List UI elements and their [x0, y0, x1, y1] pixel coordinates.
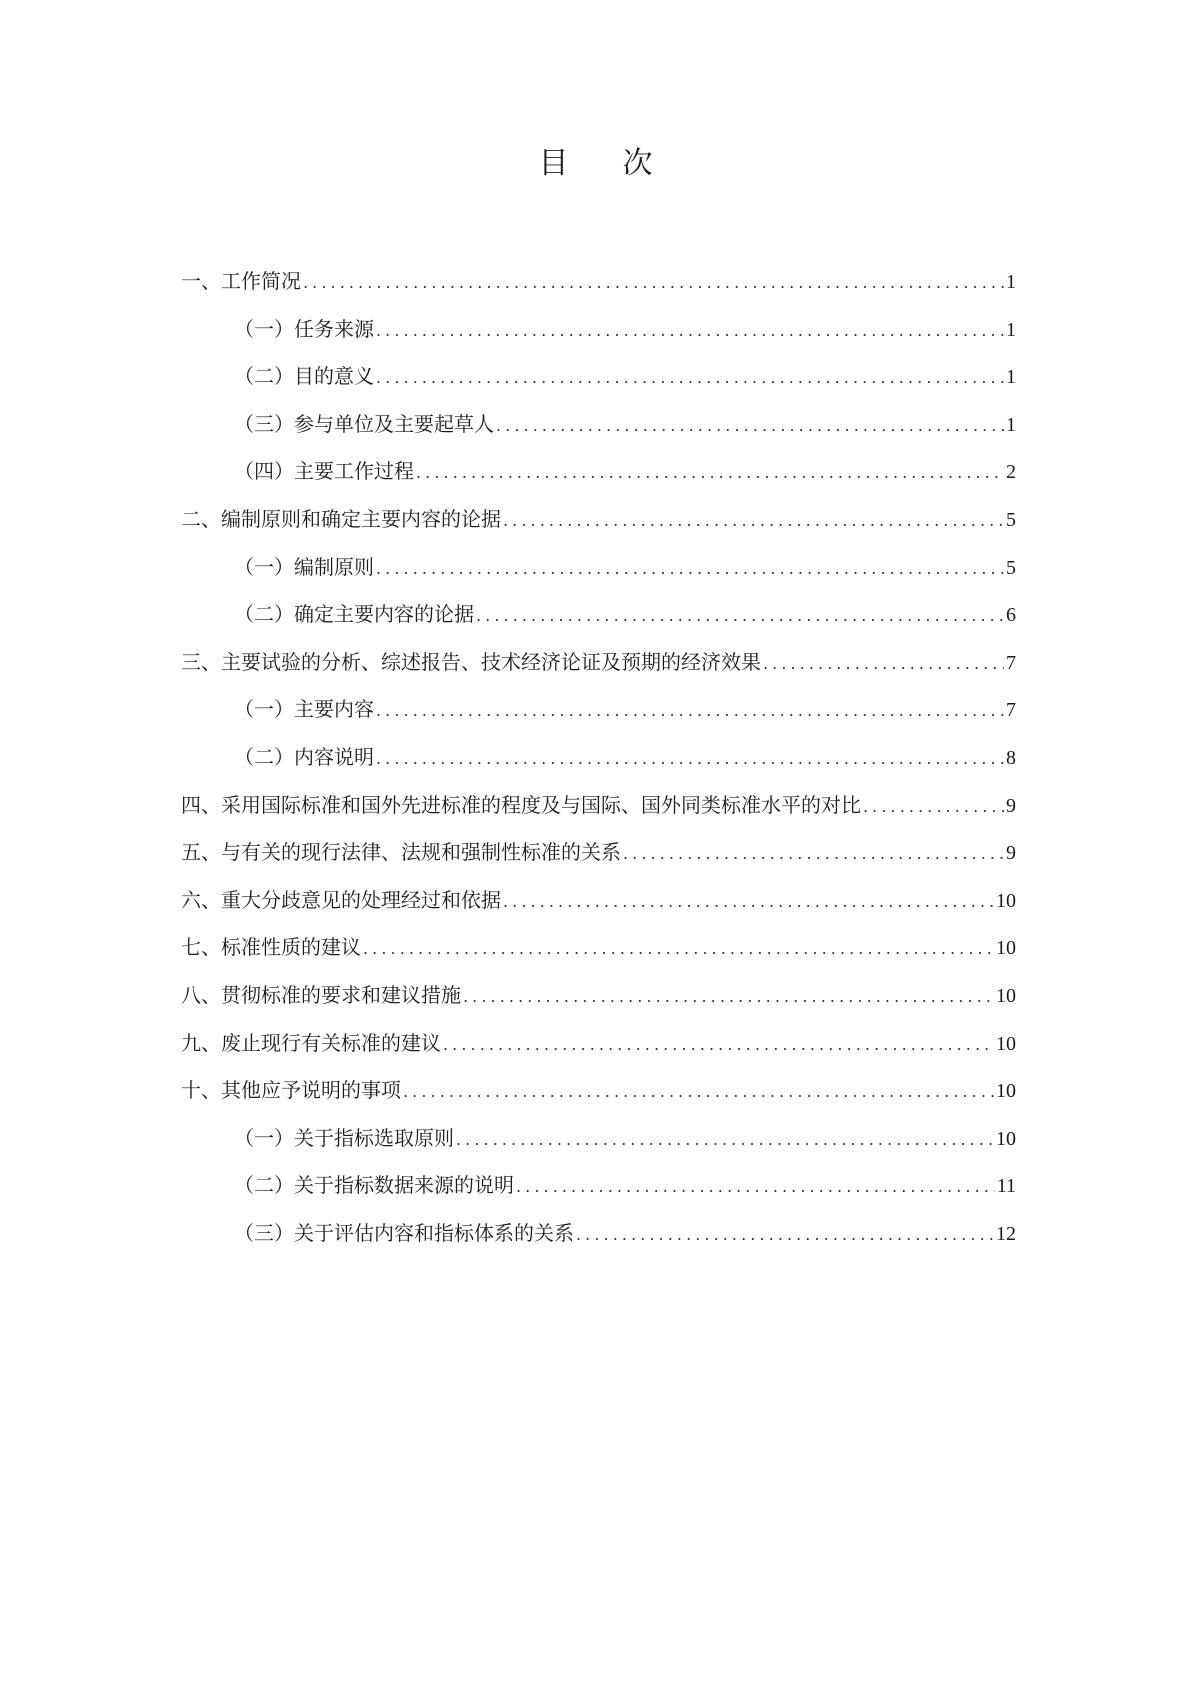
table-of-contents [181, 266, 1016, 1265]
dot-leader [376, 363, 1004, 393]
toc-entry-label: 一、工作简况 [181, 269, 301, 293]
toc-entry-label: （四）主要工作过程 [234, 459, 414, 484]
dot-leader [503, 506, 1004, 536]
toc-entry[interactable] [181, 647, 1016, 695]
toc-entry-label: 四、采用国际标准和国外先进标准的程度及与国际、国外同类标准水平的对比 [181, 792, 861, 817]
dot-leader [576, 1220, 994, 1250]
toc-page-number: 9 [1006, 842, 1016, 865]
page-title [0, 142, 1191, 186]
toc-entry[interactable] [181, 409, 1016, 457]
toc-page-number: 7 [1006, 651, 1016, 674]
title-char-1: 目 [538, 146, 569, 181]
toc-entry-label: 六、重大分歧意见的处理经过和依据 [181, 887, 501, 912]
toc-entry[interactable] [181, 837, 1016, 885]
toc-page-number: 10 [996, 1032, 1016, 1055]
dot-leader [623, 839, 1004, 869]
dot-leader [456, 1125, 994, 1155]
dot-leader [476, 601, 1004, 631]
dot-leader [376, 696, 1004, 726]
toc-entry[interactable] [181, 266, 1016, 314]
toc-entry-label: （三）参与单位及主要起草人 [234, 411, 494, 436]
dot-leader [516, 1172, 995, 1202]
toc-entry[interactable] [181, 552, 1016, 600]
dot-leader [416, 458, 1004, 488]
toc-entry-label: 十、其他应予说明的事项 [181, 1078, 401, 1103]
toc-page-number: 1 [1006, 413, 1016, 436]
toc-entry[interactable] [181, 456, 1016, 504]
dot-leader [376, 316, 1004, 346]
toc-entry-label: （三）关于评估内容和指标体系的关系 [234, 1220, 574, 1245]
toc-entry-label: 五、与有关的现行法律、法规和强制性标准的关系 [181, 840, 621, 865]
toc-page-number: 10 [996, 984, 1016, 1007]
toc-entry-label: （一）任务来源 [234, 316, 374, 341]
toc-entry-label: （二）关于指标数据来源的说明 [234, 1173, 514, 1198]
toc-entry-label: （一）主要内容 [234, 697, 374, 722]
toc-page-number: 5 [1006, 556, 1016, 579]
dot-leader [363, 934, 994, 964]
dot-leader [496, 411, 1004, 441]
toc-entry[interactable] [181, 1218, 1016, 1266]
toc-entry[interactable] [181, 742, 1016, 790]
toc-page-number: 2 [1006, 461, 1016, 484]
toc-entry[interactable] [181, 599, 1016, 647]
toc-page-number: 5 [1006, 508, 1016, 531]
toc-page-number: 8 [1006, 746, 1016, 769]
dot-leader [303, 268, 1004, 298]
dot-leader [503, 887, 994, 917]
dot-leader [863, 792, 1004, 822]
toc-entry-label: （二）确定主要内容的论据 [234, 602, 474, 627]
toc-page-number: 10 [996, 937, 1016, 960]
toc-page-number: 12 [996, 1222, 1016, 1245]
dot-leader [376, 554, 1004, 584]
title-char-2: 次 [622, 146, 653, 181]
dot-leader [763, 649, 1004, 679]
dot-leader [403, 1077, 994, 1107]
toc-page-number: 10 [996, 889, 1016, 912]
toc-entry[interactable] [181, 932, 1016, 980]
toc-entry[interactable] [181, 504, 1016, 552]
toc-entry-label: 八、贯彻标准的要求和建议措施 [181, 982, 461, 1007]
toc-entry[interactable] [181, 361, 1016, 409]
toc-page-number: 1 [1006, 366, 1016, 389]
toc-entry[interactable] [181, 694, 1016, 742]
toc-entry-label: 三、主要试验的分析、综述报告、技术经济论证及预期的经济效果 [181, 649, 761, 674]
toc-page-number: 10 [996, 1080, 1016, 1103]
toc-entry[interactable] [181, 1123, 1016, 1171]
toc-entry-label: 九、废止现行有关标准的建议 [181, 1030, 441, 1055]
toc-entry-label: （一）编制原则 [234, 554, 374, 579]
dot-leader [443, 1030, 994, 1060]
toc-entry[interactable] [181, 314, 1016, 362]
toc-page-number: 10 [996, 1127, 1016, 1150]
toc-page-number: 6 [1006, 604, 1016, 627]
toc-entry[interactable] [181, 1075, 1016, 1123]
toc-entry-label: （二）目的意义 [234, 364, 374, 389]
dot-leader [463, 982, 994, 1012]
toc-entry-label: 七、标准性质的建议 [181, 935, 361, 960]
toc-entry-label: （二）内容说明 [234, 744, 374, 769]
toc-page-number: 9 [1006, 794, 1016, 817]
dot-leader [376, 744, 1004, 774]
toc-entry-label: （一）关于指标选取原则 [234, 1125, 454, 1150]
toc-entry-label: 二、编制原则和确定主要内容的论据 [181, 506, 501, 531]
toc-page-number: 11 [996, 1175, 1016, 1198]
toc-page-number: 1 [1006, 318, 1016, 341]
toc-entry[interactable] [181, 980, 1016, 1028]
toc-entry[interactable] [181, 1028, 1016, 1076]
toc-page-number: 7 [1006, 699, 1016, 722]
toc-entry[interactable] [181, 885, 1016, 933]
toc-entry[interactable] [181, 1170, 1016, 1218]
toc-entry[interactable] [181, 790, 1016, 838]
toc-page-number: 1 [1006, 271, 1016, 293]
